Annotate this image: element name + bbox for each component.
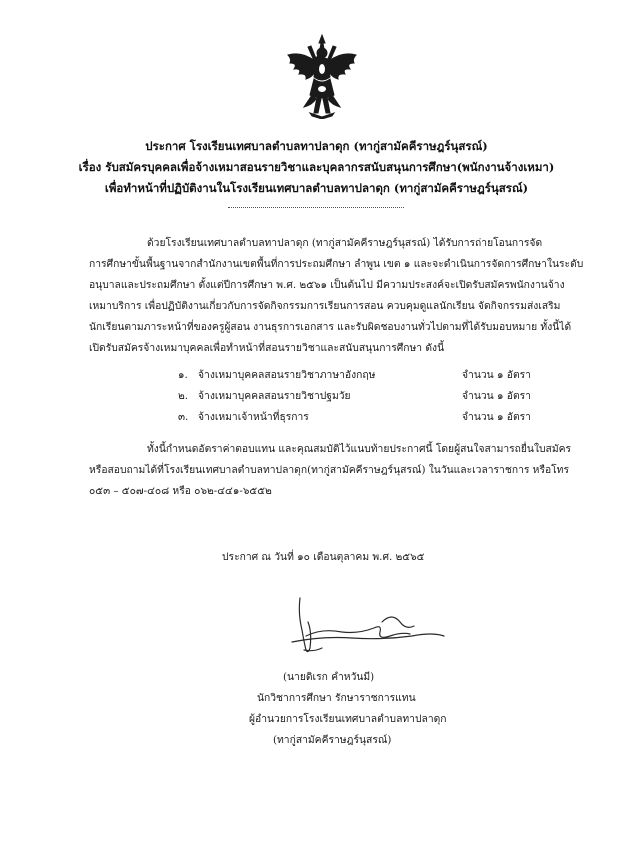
intro-line: การศึกษาขั้นพื้นฐานจากสำนักงานเขตพื้นที่การประถมศึกษา ลำพูน เขต ๑ และจะดำเนินการจัดการศึกษาในระดับ [89,258,584,270]
intro-line: นักเรียนตามภาระหน้าที่ของครูผู้สอน งานธุรการเอกสาร และรับผิดชอบงานทั่วไปตามที่ได้รับมอบหมาย ทั้งนี้ได้ [89,321,572,333]
signatory-name: (นายดิเรก คำหวันมี) [283,671,375,683]
position-title: จ้างเหมาบุคคลสอนรายวิชาปฐมวัย [198,390,351,402]
intro-line: เปิดรับสมัครจ้างเหมาบุคคลเพื่อทำหน้าที่สอนรายวิชาและสนับสนุนการศึกษา ดังนี้ [89,342,445,354]
announcement-title: ประกาศ โรงเรียนเทศบาลตำบลทาปลาดุก (ทากู่สามัคคีราษฎร์นุสรณ์) [145,139,488,153]
announcement-subject: เรื่อง รับสมัครบุคคลเพื่อจ้างเหมาสอนรายวิชาและบุคลากรสนับสนุนการศึกษา(พนักงานจ้างเหมา) [78,160,555,174]
position-number: ๓. [178,411,189,423]
closing-line: ทั้งนี้กำหนดอัตราค่าตอบแทน และคุณสมบัติไว้แนบท้ายประกาศนี้ โดยผู้สนใจสามารถยื่นใบสมัคร [147,443,572,455]
position-title: จ้างเหมาบุคคลสอนรายวิชาภาษาอังกฤษ [198,369,376,381]
signatory-position: นักวิชาการศึกษา รักษาราชการแทน [257,692,416,704]
title-divider [228,207,404,208]
garuda-emblem [282,33,362,119]
intro-line: อนุบาลและประถมศึกษา ตั้งแต่ปีการศึกษา พ.ศ. ๒๕๖๑ เป็นต้นไป มีความประสงค์จะเปิดรับสมัครพนักงานจ้าง [89,279,565,291]
signatory-title: ผู้อำนวยการโรงเรียนเทศบาลตำบลทาปลาดุก [249,713,447,725]
position-title: จ้างเหมาเจ้าหน้าที่ธุรการ [198,411,309,423]
position-quantity: จำนวน ๑ อัตรา [462,369,531,381]
closing-line: ๐๕๓ – ๕๐๗-๔๐๘ หรือ ๐๖๒-๔๔๑-๖๕๕๒ [89,485,272,497]
intro-line: เหมาบริการ เพื่อปฏิบัติงานเกี่ยวกับการจัดกิจกรรมการเรียนการสอน ควบคุมดูแลนักเรียน จัดกิจกรรมส่งเสริม [89,300,561,312]
announcement-purpose: เพื่อทำหน้าที่ปฏิบัติงานในโรงเรียนเทศบาลตำบลทาปลาดุก (ทากู่สามัคคีราษฎร์นุสรณ์) [104,181,529,195]
handwritten-signature [282,592,452,658]
intro-line: ด้วยโรงเรียนเทศบาลตำบลทาปลาดุก (ทากู่สามัคคีราษฎร์นุสรณ์) ได้รับการถ่ายโอนการจัด [147,237,543,249]
announcement-date: ประกาศ ณ วันที่ ๑๐ เดือนตุลาคม พ.ศ. ๒๕๖๕ [222,551,425,563]
position-number: ๑. [178,369,188,381]
position-quantity: จำนวน ๑ อัตรา [462,411,531,423]
position-number: ๒. [178,390,189,402]
signatory-school: (ทากู่สามัคคีราษฎร์นุสรณ์) [273,734,392,746]
closing-line: หรือสอบถามได้ที่โรงเรียนเทศบาลตำบลทาปลาดุก(ทากู่สามัคคีราษฎร์นุสรณ์) ในวันและเวลาราชการ หรือโทร [89,464,570,476]
position-quantity: จำนวน ๑ อัตรา [462,390,531,402]
